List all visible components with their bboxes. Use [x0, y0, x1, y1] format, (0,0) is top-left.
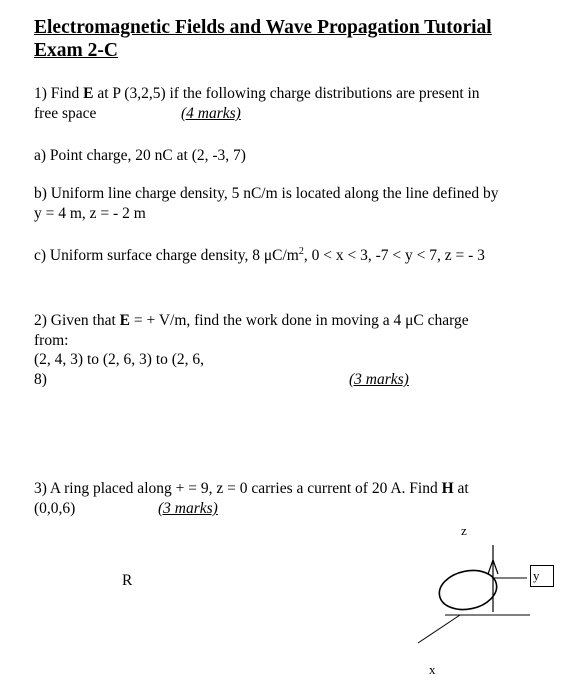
q3-line-1	[34, 479, 469, 499]
q1-text-post: at P (3,2,5) if the following charge distributions are present in	[93, 85, 480, 102]
q3-marks: (3 marks)	[158, 500, 218, 517]
y-axis-label: y	[533, 568, 540, 583]
q1-text-pre: 1) Find	[34, 85, 84, 102]
q1-c-sup: 2	[298, 246, 304, 257]
q1-c-post: , 0 < x < 3, -7 < y < 7, z = - 3	[303, 247, 485, 265]
page-title	[34, 16, 534, 62]
q1-part-c	[34, 242, 485, 266]
q2-marks: (3 marks)	[349, 371, 409, 388]
q1-marks: (4 marks)	[181, 105, 241, 122]
q1-bold-e: E	[83, 85, 94, 102]
q1-part-b-line-2: y = 4 m, z = - 2 m	[34, 205, 146, 222]
q1-part-b-line-1: b) Uniform line charge density, 5 nC/m is located along the line defined by	[34, 185, 499, 202]
x-axis-line	[418, 615, 460, 643]
q1-part-a: a) Point charge, 20 nC at (2, -3, 7)	[34, 147, 246, 164]
title-line-1: Electromagnetic Fields and Wave Propagation Tutorial	[34, 17, 492, 38]
q1-c-pre: c) Uniform surface charge density, 8 μC/m	[34, 247, 299, 265]
q3-line-2: (0,0,6)	[34, 500, 76, 517]
q3-text-post: at	[453, 480, 469, 497]
q2-line-1	[34, 311, 469, 331]
q3-text-pre: 3) A ring placed along + = 9, z = 0 carries a current of 20 A. Find	[34, 480, 442, 497]
x-axis-label: x	[429, 662, 436, 677]
q2-line-3: (2, 4, 3) to (2, 6, 3) to (2, 6,	[34, 351, 205, 368]
q2-text-post: = + V/m, find the work done in moving a 4 μC charge	[130, 312, 469, 329]
title-line-2: Exam 2-C	[34, 40, 118, 61]
ring-axis-diagram	[400, 520, 570, 695]
q3-bold-h: H	[441, 480, 454, 497]
q1-line-1	[34, 84, 480, 104]
q2-bold-e: E	[119, 312, 131, 329]
q2-line-2: from:	[34, 332, 69, 349]
q2-text-pre: 2) Given that	[34, 312, 120, 329]
ring-radius-label: R	[122, 572, 133, 589]
current-ring	[436, 565, 501, 614]
q1-line-2: free space	[34, 105, 97, 122]
z-axis-label: z	[461, 523, 467, 538]
q2-line-4: 8)	[34, 371, 47, 388]
